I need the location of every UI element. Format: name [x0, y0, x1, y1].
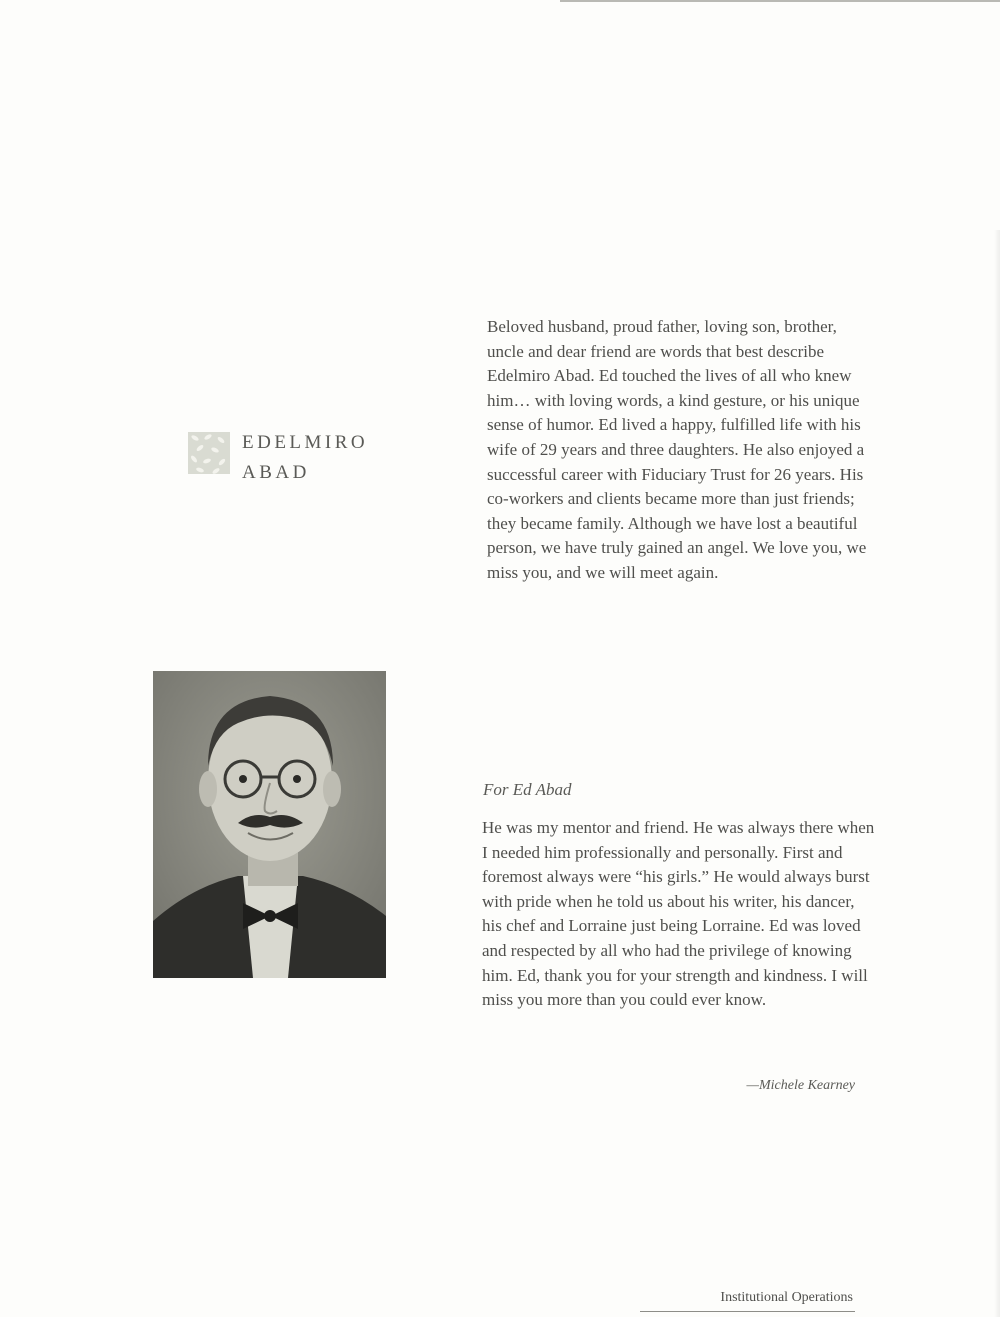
footer-cropped-line [640, 1309, 855, 1315]
tribute-signature: —Michele Kearney [746, 1078, 855, 1093]
obituary-paragraph: Beloved husband, proud father, loving son, brother, uncle and dear friend are words that best describe Edelmiro Abad. Ed touched the lives of all who knew him… with loving words, a kind gesture, or his unique sense of humor. Ed lived a happy, fulfilled life with his wife of 29 years and three daughters. He also enjoyed a successful career with Fiduciary Trust for 26 years. His co-workers and clients became more than just friends; they became family. Although we have lost a beautiful person, we have truly gained an angel. We love you, we miss you, and we will meet again. [487, 317, 867, 582]
name-heading [188, 428, 368, 488]
footer-department: Institutional Operations [720, 1290, 853, 1305]
tribute-paragraph: He was my mentor and friend. He was always there when I needed him professionally and personally. First and foremost always were “his girls.” He would always burst with pride when he told us about his writer, his dancer, his chef and Lorraine just being Lorraine. Ed was loved and respected by all who had the privilege of knowing him. Ed, thank you for your strength and kindness. I will miss you more than you could ever know. [482, 818, 875, 1010]
last-name: ABAD [242, 462, 310, 483]
portrait-photo [153, 671, 386, 978]
top-rule [560, 0, 1000, 2]
first-name: EDELMIRO [242, 432, 369, 453]
page-edge-shadow [994, 230, 1000, 1317]
tribute-title: For Ed Abad [483, 780, 572, 799]
leaf-pattern-icon [188, 432, 230, 474]
